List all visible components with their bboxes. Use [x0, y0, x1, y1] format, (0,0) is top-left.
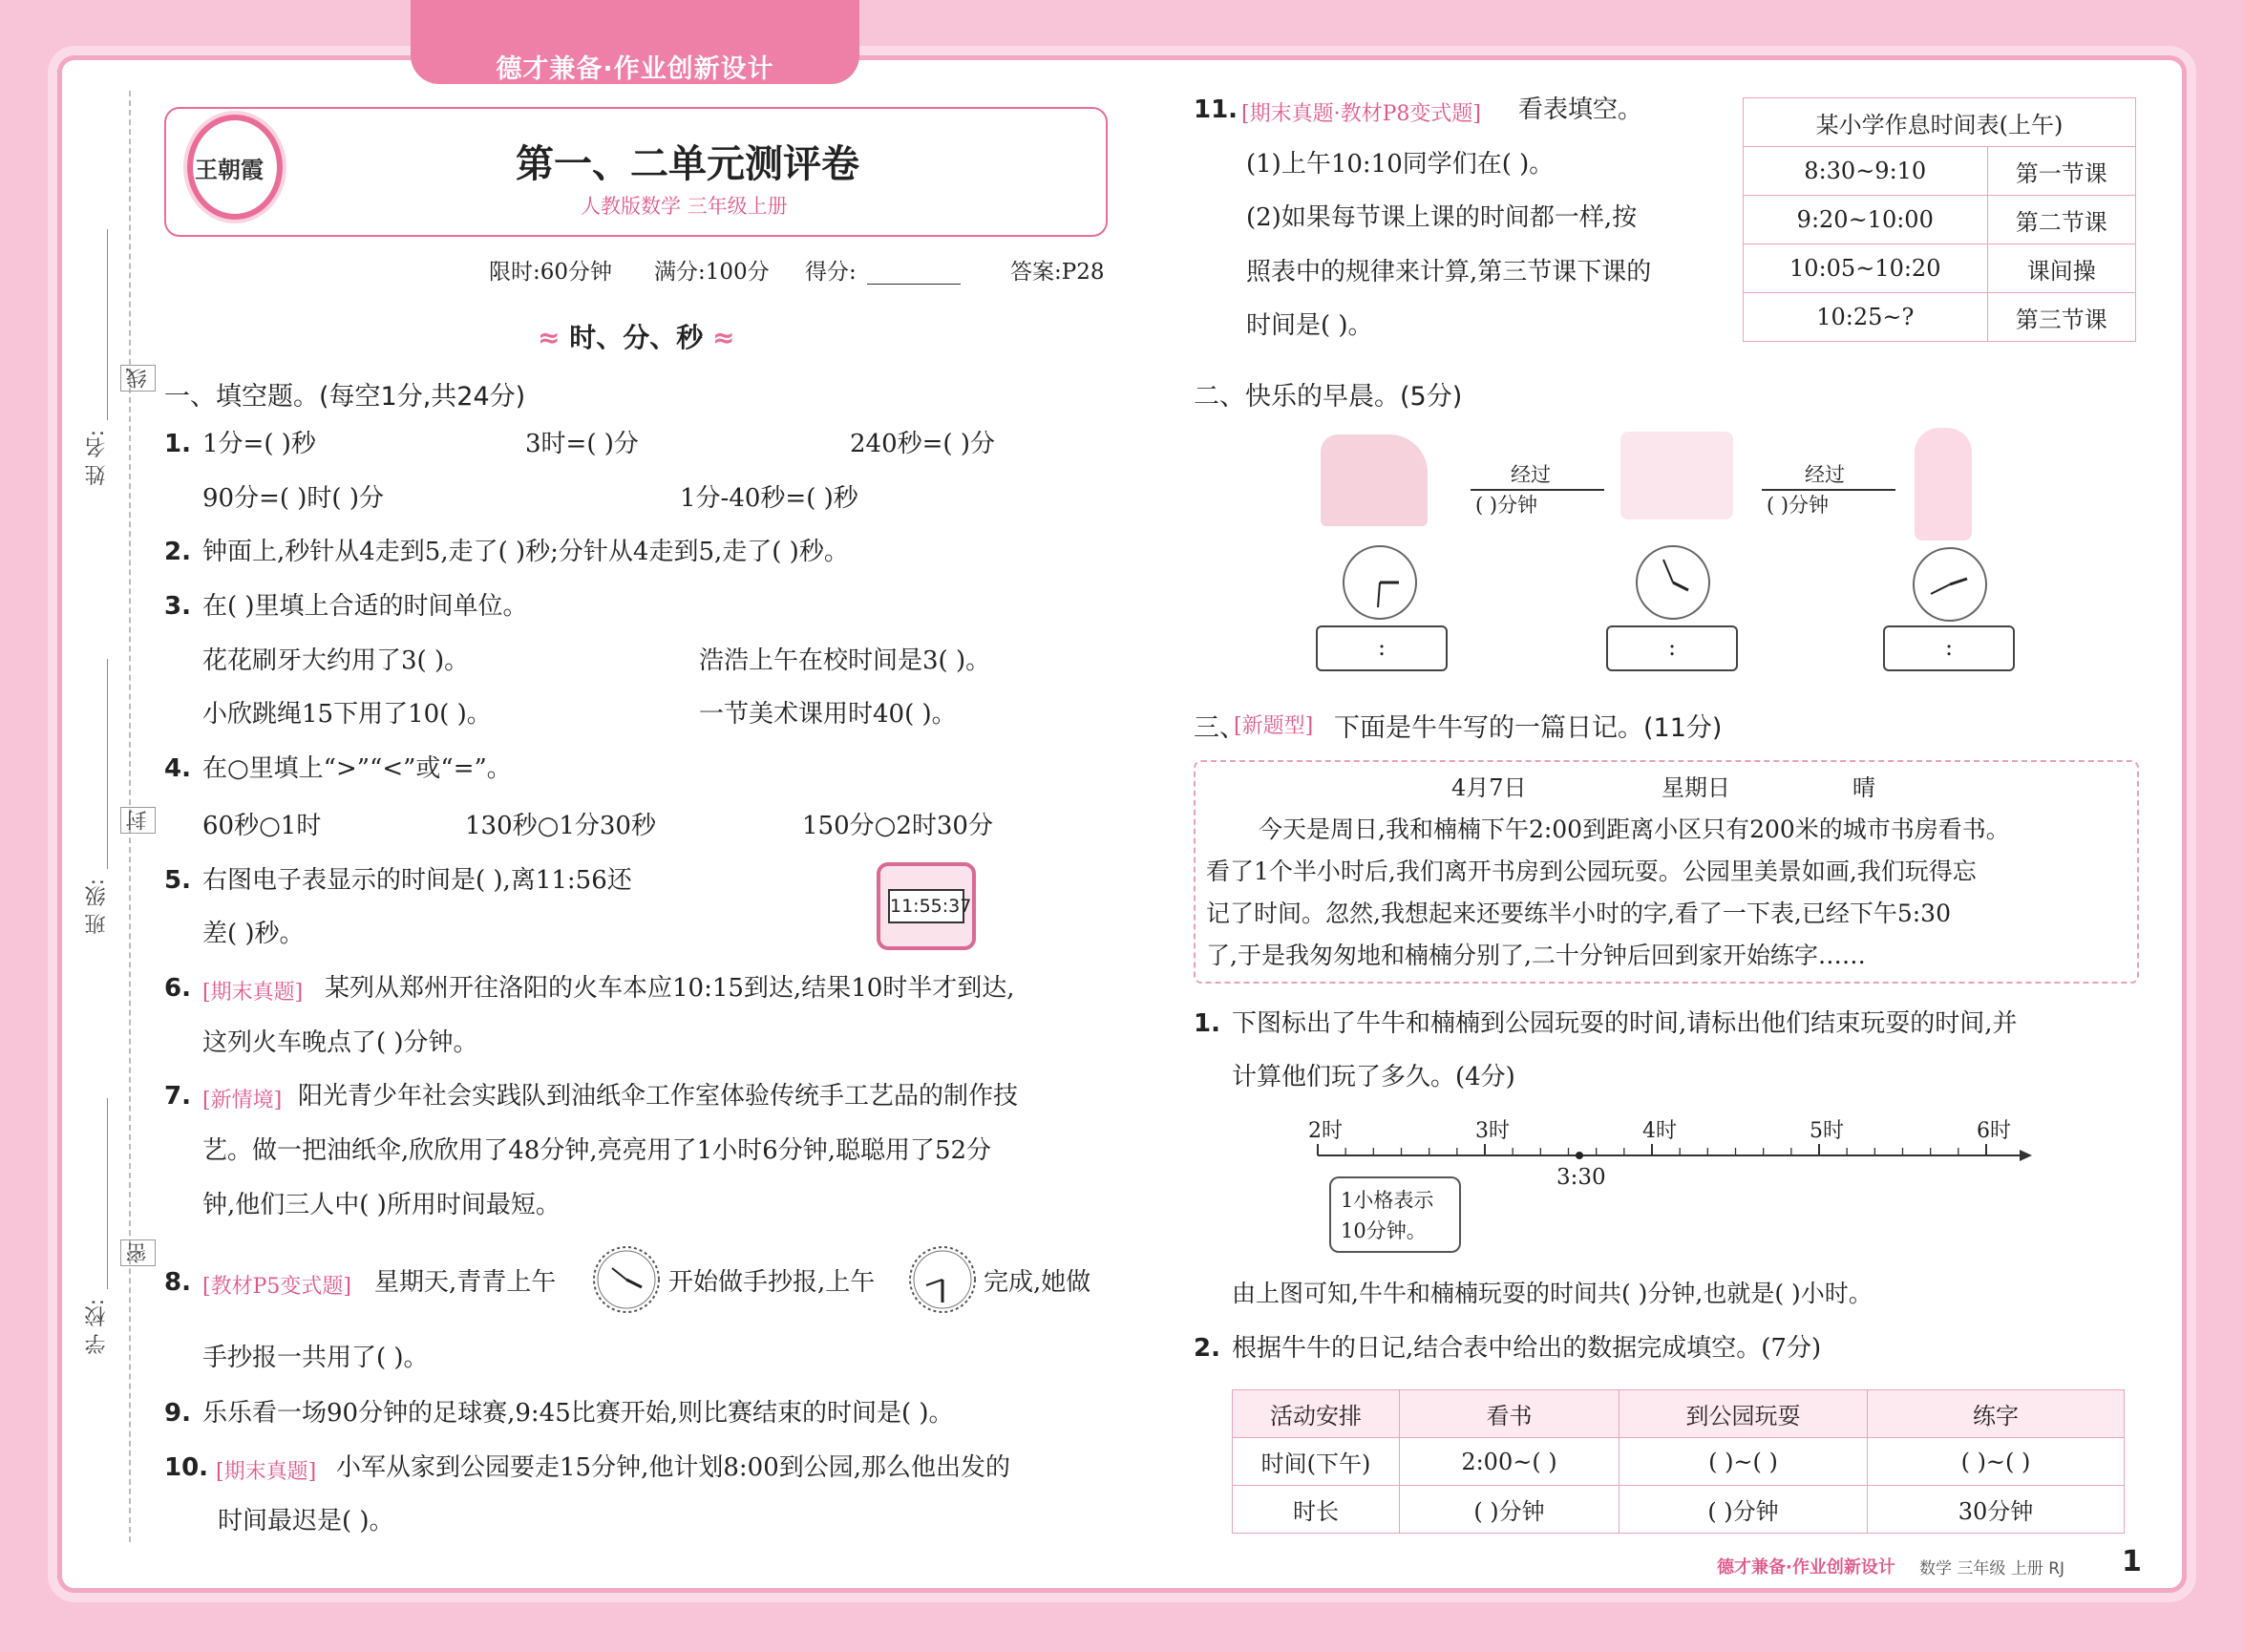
- q7-text-2: 艺。做一把油纸伞,欣欣用了48分钟,亮亮用了1小时6分钟,聪聪用了52分: [202, 1136, 992, 1165]
- table-row: [1233, 1486, 2125, 1534]
- q5-text-2: 差( )秒。: [202, 920, 305, 948]
- q8-text-mid: 开始做手抄报,上午: [668, 1268, 876, 1297]
- q11-d: 时间是( )。: [1246, 311, 1373, 340]
- q11-c: 照表中的规律来计算,第三节课下课的: [1246, 258, 1652, 286]
- unit-title: ≈ 时、分、秒 ≈: [538, 322, 735, 353]
- table-cell: 第二节课: [1987, 196, 2135, 244]
- q3-a: 花花刷牙大约用了3( )。: [202, 646, 470, 675]
- arrow-label-1: 经过: [1511, 463, 1551, 486]
- full-score: 满分:100分: [654, 260, 770, 285]
- table-row: [1744, 196, 2136, 244]
- note-line-2: 10分钟。: [1341, 1219, 1427, 1242]
- time-answer-box[interactable]: :: [1883, 625, 2015, 671]
- q3-b: 浩浩上午在校时间是3( )。: [699, 646, 991, 675]
- tick-label: 2时: [1308, 1119, 1343, 1143]
- school-label: 学 校:: [85, 1299, 109, 1355]
- q8-text-end: 完成,她做: [984, 1268, 1091, 1297]
- time-limit: 限时:60分钟: [489, 260, 613, 285]
- diary-line-4: 了,于是我匆匆地和楠楠分别了,二十分钟后回到家开始练字……: [1206, 942, 1866, 969]
- q7-text: 阳光青少年社会实践队到油纸伞工作室体验传统手工艺品的制作技: [298, 1082, 1019, 1111]
- clock-start-icon: [589, 1241, 664, 1318]
- q1-e: 1分-40秒=( )秒: [680, 484, 858, 513]
- q11-tag: [期末真题·教材P8变式题]: [1241, 102, 1481, 126]
- table-header-cell: 到公园玩耍: [1619, 1390, 1868, 1438]
- table-cell: 9:20~10:00: [1744, 196, 1988, 244]
- time-answer-box[interactable]: :: [1316, 625, 1448, 671]
- arrow-label-2: 经过: [1805, 463, 1845, 486]
- q6-text-2: 这列火车晚点了( )分钟。: [202, 1028, 478, 1057]
- section-1-heading: 一、填空题。(每空1分,共24分): [164, 382, 526, 412]
- table-row: [1233, 1438, 2125, 1486]
- q10-text-2: 时间最迟是( )。: [218, 1507, 394, 1536]
- table-cell: 时间(下午): [1233, 1438, 1400, 1486]
- table-cell[interactable]: 2:00~( ): [1400, 1438, 1619, 1486]
- q6-tag: [期末真题]: [202, 981, 304, 1005]
- dense-mark: 密: [120, 1239, 156, 1266]
- table-cell: 10:25~?: [1744, 293, 1988, 342]
- breakfast-illustration: [1620, 432, 1733, 519]
- table-cell: 课间操: [1987, 244, 2135, 293]
- answer-ref: 答案:P28: [1010, 260, 1105, 285]
- section-3-tag: [新题型]: [1234, 714, 1314, 738]
- table-header-cell: 练字: [1868, 1390, 2125, 1438]
- q10-tag: [期末真题]: [216, 1460, 317, 1484]
- q3-number: 3.: [164, 592, 191, 621]
- wake-up-illustration: [1321, 434, 1428, 526]
- tick-label: 3时: [1475, 1119, 1510, 1143]
- time-answer-box[interactable]: :: [1606, 625, 1738, 671]
- schedule-table: [1743, 97, 2136, 342]
- tick-label: 6时: [1977, 1119, 2011, 1143]
- unit-title-text: 时、分、秒: [569, 322, 704, 353]
- clock-end-icon: [905, 1241, 980, 1318]
- section-3-heading: 下面是牛牛写的一篇日记。(11分): [1334, 713, 1723, 743]
- school-blank[interactable]: [107, 1098, 108, 1289]
- q4-number: 4.: [164, 754, 191, 783]
- q5-text: 右图电子表显示的时间是( ),离11:56还: [202, 866, 632, 895]
- q11-a: (1)上午10:10同学们在( )。: [1246, 150, 1555, 179]
- q4-a: 60秒○1时: [202, 812, 322, 840]
- digital-watch: [877, 862, 976, 950]
- q7-text-3: 钟,他们三人中( )所用时间最短。: [202, 1191, 561, 1219]
- diary-date: 4月7日: [1451, 774, 1527, 801]
- q9-number: 9.: [164, 1399, 191, 1428]
- header-tab: 德才兼备·作业创新设计: [411, 0, 859, 84]
- line-mark: 线: [120, 365, 156, 392]
- q3-d: 一节美术课用时40( )。: [699, 700, 957, 729]
- page-number: 1: [2122, 1545, 2142, 1578]
- schedule-title: 某小学作息时间表(上午): [1744, 98, 2136, 147]
- table-cell: 8:30~9:10: [1744, 147, 1988, 196]
- q1-d: 90分=( )时( )分: [202, 484, 384, 513]
- q6-text: 某列从郑州开往洛阳的火车本应10:15到达,结果10时半才到达,: [325, 974, 1015, 1003]
- score-blank[interactable]: [867, 284, 961, 285]
- table-cell: 第三节课: [1987, 293, 2135, 342]
- q1-a: 1分=( )秒: [202, 430, 316, 458]
- diary-line-3: 记了时间。忽然,我想起来还要练半小时的字,看了一下表,已经下午5:30: [1206, 900, 1951, 927]
- table-cell: 10:05~10:20: [1744, 244, 1988, 293]
- q10-number: 10.: [164, 1453, 209, 1482]
- q4-b: 130秒○1分30秒: [465, 812, 656, 840]
- q3-text: 在( )里填上合适的时间单位。: [202, 592, 528, 621]
- q7-tag: [新情境]: [202, 1089, 283, 1112]
- q1-b: 3时=( )分: [525, 430, 639, 458]
- activity-table: [1232, 1389, 2125, 1534]
- table-header-cell: 活动安排: [1233, 1390, 1400, 1438]
- clock-icon: [1633, 542, 1713, 623]
- name-blank[interactable]: [107, 229, 108, 420]
- timeline-arrowhead: [2020, 1150, 2032, 1161]
- score-label: 得分:: [805, 260, 857, 285]
- table-header-cell: 看书: [1400, 1390, 1619, 1438]
- diary-weekday: 星期日: [1662, 774, 1730, 801]
- q6-number: 6.: [164, 974, 191, 1003]
- section-3-prefix: 三、: [1194, 713, 1245, 743]
- seal-mark: 封: [120, 807, 156, 834]
- diary-line-2: 看了1个半小时后,我们离开书房到公园玩耍。公园里美景如画,我们玩得忘: [1206, 858, 1977, 885]
- logo-text: 王朝霞: [195, 156, 264, 183]
- timeline-note: [1329, 1176, 1461, 1253]
- table-row: [1744, 147, 2136, 196]
- table-row: [1744, 293, 2136, 342]
- q8-number: 8.: [164, 1268, 191, 1297]
- q1-c: 240秒=( )分: [850, 430, 995, 458]
- arrow-blank-2: ( )分钟: [1767, 494, 1830, 517]
- footer-subject: 数学 三年级 上册 RJ: [1919, 1559, 2065, 1578]
- table-cell: 第一节课: [1987, 147, 2135, 196]
- diary-line-1: 今天是周日,我和楠楠下午2:00到距离小区只有200米的城市书房看书。: [1259, 815, 2010, 843]
- note-line-1: 1小格表示: [1341, 1189, 1434, 1212]
- q7-number: 7.: [164, 1082, 191, 1111]
- r1-number: 1.: [1194, 1009, 1220, 1038]
- r1-text-2: 计算他们玩了多久。(4分): [1232, 1063, 1515, 1091]
- q4-text: 在○里填上“>”“<”或“=”。: [202, 754, 512, 783]
- q2-text: 钟面上,秒针从4走到5,走了( )秒;分针从4走到5,走了( )秒。: [202, 538, 849, 566]
- q4-c: 150分○2时30分: [802, 812, 993, 840]
- q3-c: 小欣跳绳15下用了10( )。: [202, 700, 492, 729]
- q11-number: 11.: [1194, 95, 1238, 124]
- tick-label: 5时: [1810, 1119, 1844, 1143]
- q1-number: 1.: [164, 430, 191, 458]
- class-blank[interactable]: [107, 659, 108, 869]
- arrow-blank-1: ( )分钟: [1475, 494, 1538, 517]
- footer-brand: 德才兼备·作业创新设计: [1717, 1557, 1895, 1578]
- diary-weather: 晴: [1852, 774, 1875, 801]
- q9-text: 乐乐看一场90分钟的足球赛,9:45比赛开始,则比赛结束的时间是( )。: [202, 1399, 954, 1428]
- section-2-heading: 二、快乐的早晨。(5分): [1194, 382, 1463, 412]
- table-cell[interactable]: ( )分钟: [1400, 1486, 1619, 1534]
- timeline-mark-dot: [1576, 1152, 1583, 1159]
- tick-label: 4时: [1642, 1119, 1677, 1143]
- page-title: 第一、二单元测评卷: [516, 142, 859, 186]
- q11-text: 看表填空。: [1518, 95, 1643, 124]
- walking-illustration: [1915, 428, 1972, 540]
- q2-number: 2.: [164, 538, 191, 566]
- q11-b: (2)如果每节课上课的时间都一样,按: [1246, 203, 1638, 232]
- table-cell: 30分钟: [1868, 1486, 2125, 1534]
- table-cell[interactable]: ( )分钟: [1619, 1486, 1868, 1534]
- r2-number: 2.: [1194, 1334, 1220, 1363]
- q8-text: 星期天,青青上午: [374, 1268, 557, 1297]
- table-cell[interactable]: ( )~( ): [1868, 1438, 2125, 1486]
- q5-number: 5.: [164, 866, 191, 895]
- table-cell[interactable]: ( )~( ): [1619, 1438, 1868, 1486]
- q8-tag: [教材P5变式题]: [202, 1275, 351, 1299]
- r2-text: 根据牛牛的日记,结合表中给出的数据完成填空。(7分): [1232, 1334, 1822, 1363]
- r1-text: 下图标出了牛牛和楠楠到公园玩耍的时间,请标出他们结束玩耍的时间,并: [1232, 1009, 2018, 1038]
- publisher-logo: [187, 115, 283, 220]
- r1-text-3: 由上图可知,牛牛和楠楠玩耍的时间共( )分钟,也就是( )小时。: [1232, 1280, 1873, 1307]
- clock-icon: [1910, 544, 1990, 625]
- table-row: [1744, 244, 2136, 293]
- page-subtitle: 人教版数学 三年级上册: [581, 195, 788, 218]
- clock-icon: [1340, 542, 1420, 623]
- timeline-mark-label: 3:30: [1556, 1165, 1606, 1190]
- q10-text: 小军从家到公园要走15分钟,他计划8:00到公园,那么他出发的: [336, 1453, 1010, 1482]
- name-label: 姓 名:: [85, 430, 109, 486]
- table-row: [1233, 1390, 2125, 1438]
- class-label: 班 级:: [85, 879, 109, 935]
- q8-text-2: 手抄报一共用了( )。: [202, 1344, 429, 1372]
- table-cell: 时长: [1233, 1486, 1400, 1534]
- watch-display: 11:55:37: [888, 889, 964, 923]
